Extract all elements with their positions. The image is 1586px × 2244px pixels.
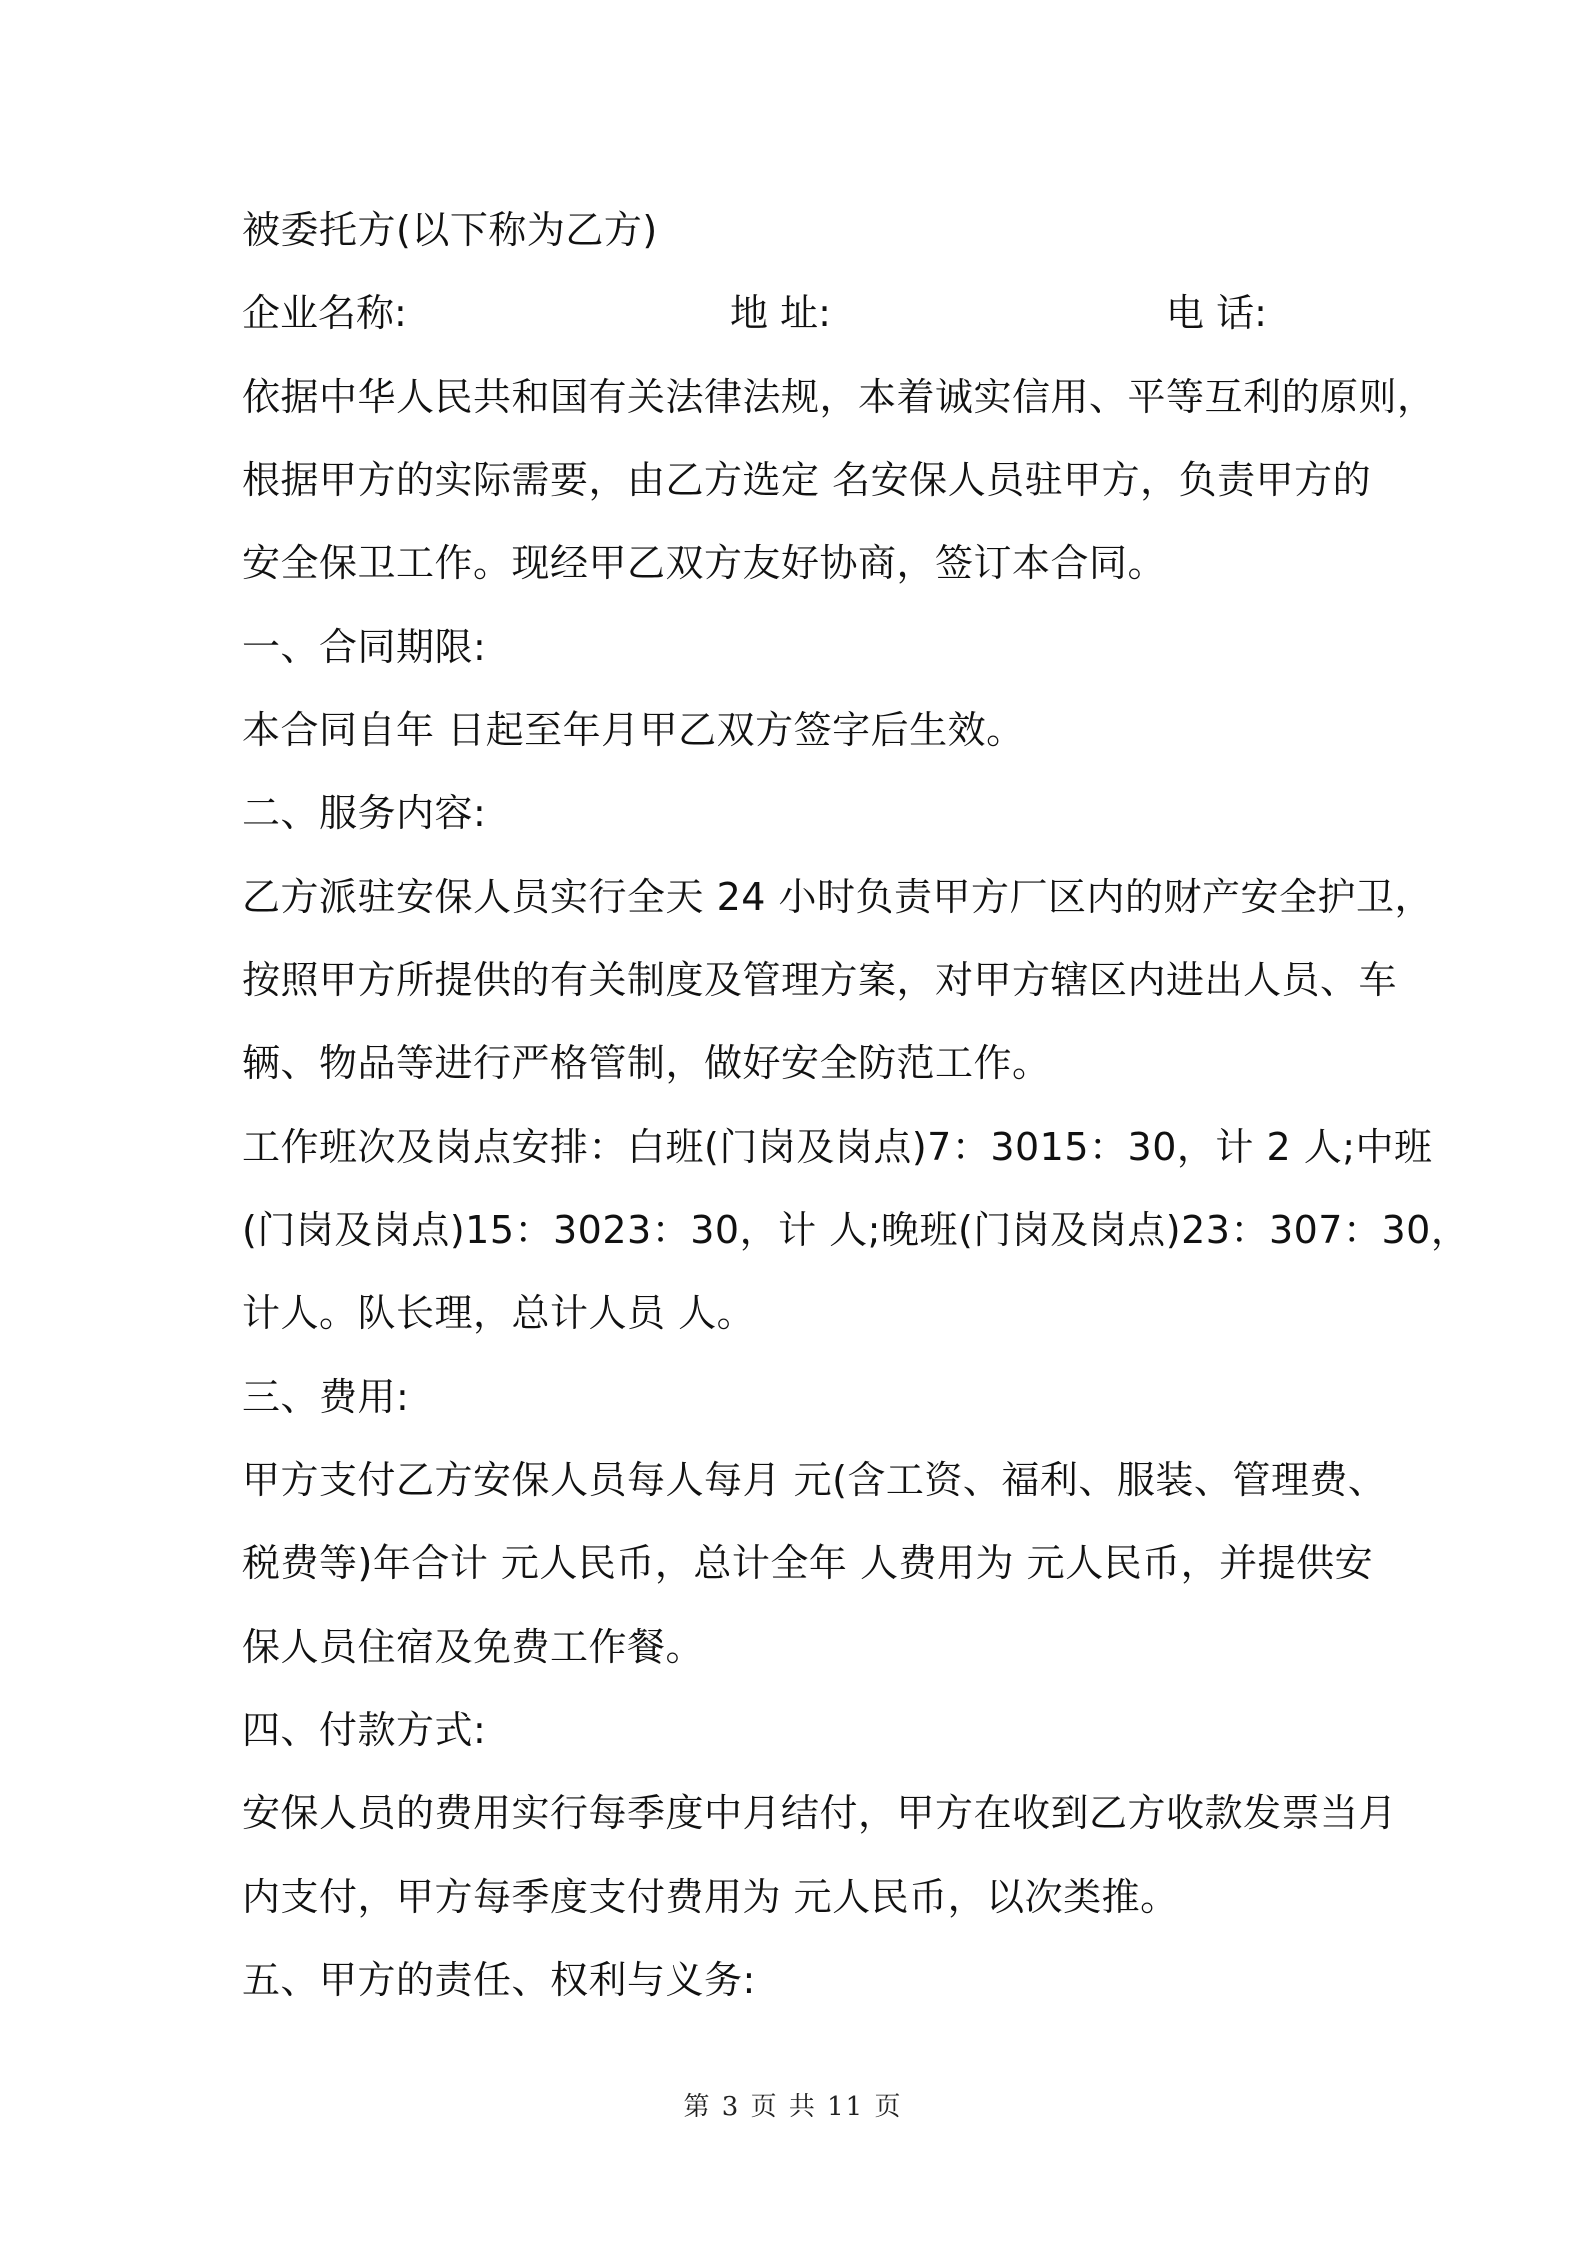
body-line: 计人。队长理，总计人员 人。: [242, 1291, 756, 1335]
body-line: 内支付，甲方每季度支付费用为 元人民币，以次类推。: [242, 1875, 1179, 1919]
party-b-heading: 被委托方(以下称为乙方): [242, 208, 658, 252]
company-name-label: 企业名称:: [242, 291, 407, 335]
body-line: 安保人员的费用实行每季度中月结付，甲方在收到乙方收款发票当月: [242, 1791, 1398, 1835]
body-line: 安全保卫工作。现经甲乙双方友好协商，签订本合同。: [242, 541, 1167, 585]
party-b-info-row: [242, 288, 1362, 338]
phone-label: 电 话:: [1166, 291, 1267, 335]
section-heading: 二、服务内容:: [242, 791, 487, 835]
page-number-footer: 第 3 页 共 11 页: [683, 2092, 903, 2122]
section-heading: 一、合同期限:: [242, 625, 487, 669]
body-line: 根据甲方的实际需要，由乙方选定 名安保人员驻甲方，负责甲方的: [242, 458, 1372, 502]
body-line: 本合同自年 日起至年月甲乙双方签字后生效。: [242, 708, 1025, 752]
body-line: 工作班次及岗点安排：白班(门岗及岗点)7：3015：30，计 2 人;中班: [242, 1125, 1433, 1169]
address-label: 地 址:: [730, 291, 831, 335]
body-line: (门岗及岗点)15：3023：30，计 人;晚班(门岗及岗点)23：307：30，: [242, 1208, 1470, 1252]
section-heading: 四、付款方式:: [242, 1708, 487, 1752]
body-line: 乙方派驻安保人员实行全天 24 小时负责甲方厂区内的财产安全护卫，: [242, 875, 1434, 919]
body-line: 税费等)年合计 元人民币，总计全年 人费用为 元人民币，并提供安: [242, 1541, 1374, 1585]
body-line: 依据中华人民共和国有关法律法规，本着诚实信用、平等互利的原则，: [242, 375, 1436, 419]
body-line: 甲方支付乙方安保人员每人每月 元(含工资、福利、服装、管理费、: [242, 1458, 1387, 1502]
body-line: 辆、物品等进行严格管制，做好安全防范工作。: [242, 1041, 1051, 1085]
body-line: 按照甲方所提供的有关制度及管理方案，对甲方辖区内进出人员、车: [242, 958, 1398, 1002]
section-heading: 五、甲方的责任、权利与义务:: [242, 1958, 756, 2002]
body-line: 保人员住宿及免费工作餐。: [242, 1625, 705, 1669]
section-heading: 三、费用:: [242, 1375, 410, 1419]
